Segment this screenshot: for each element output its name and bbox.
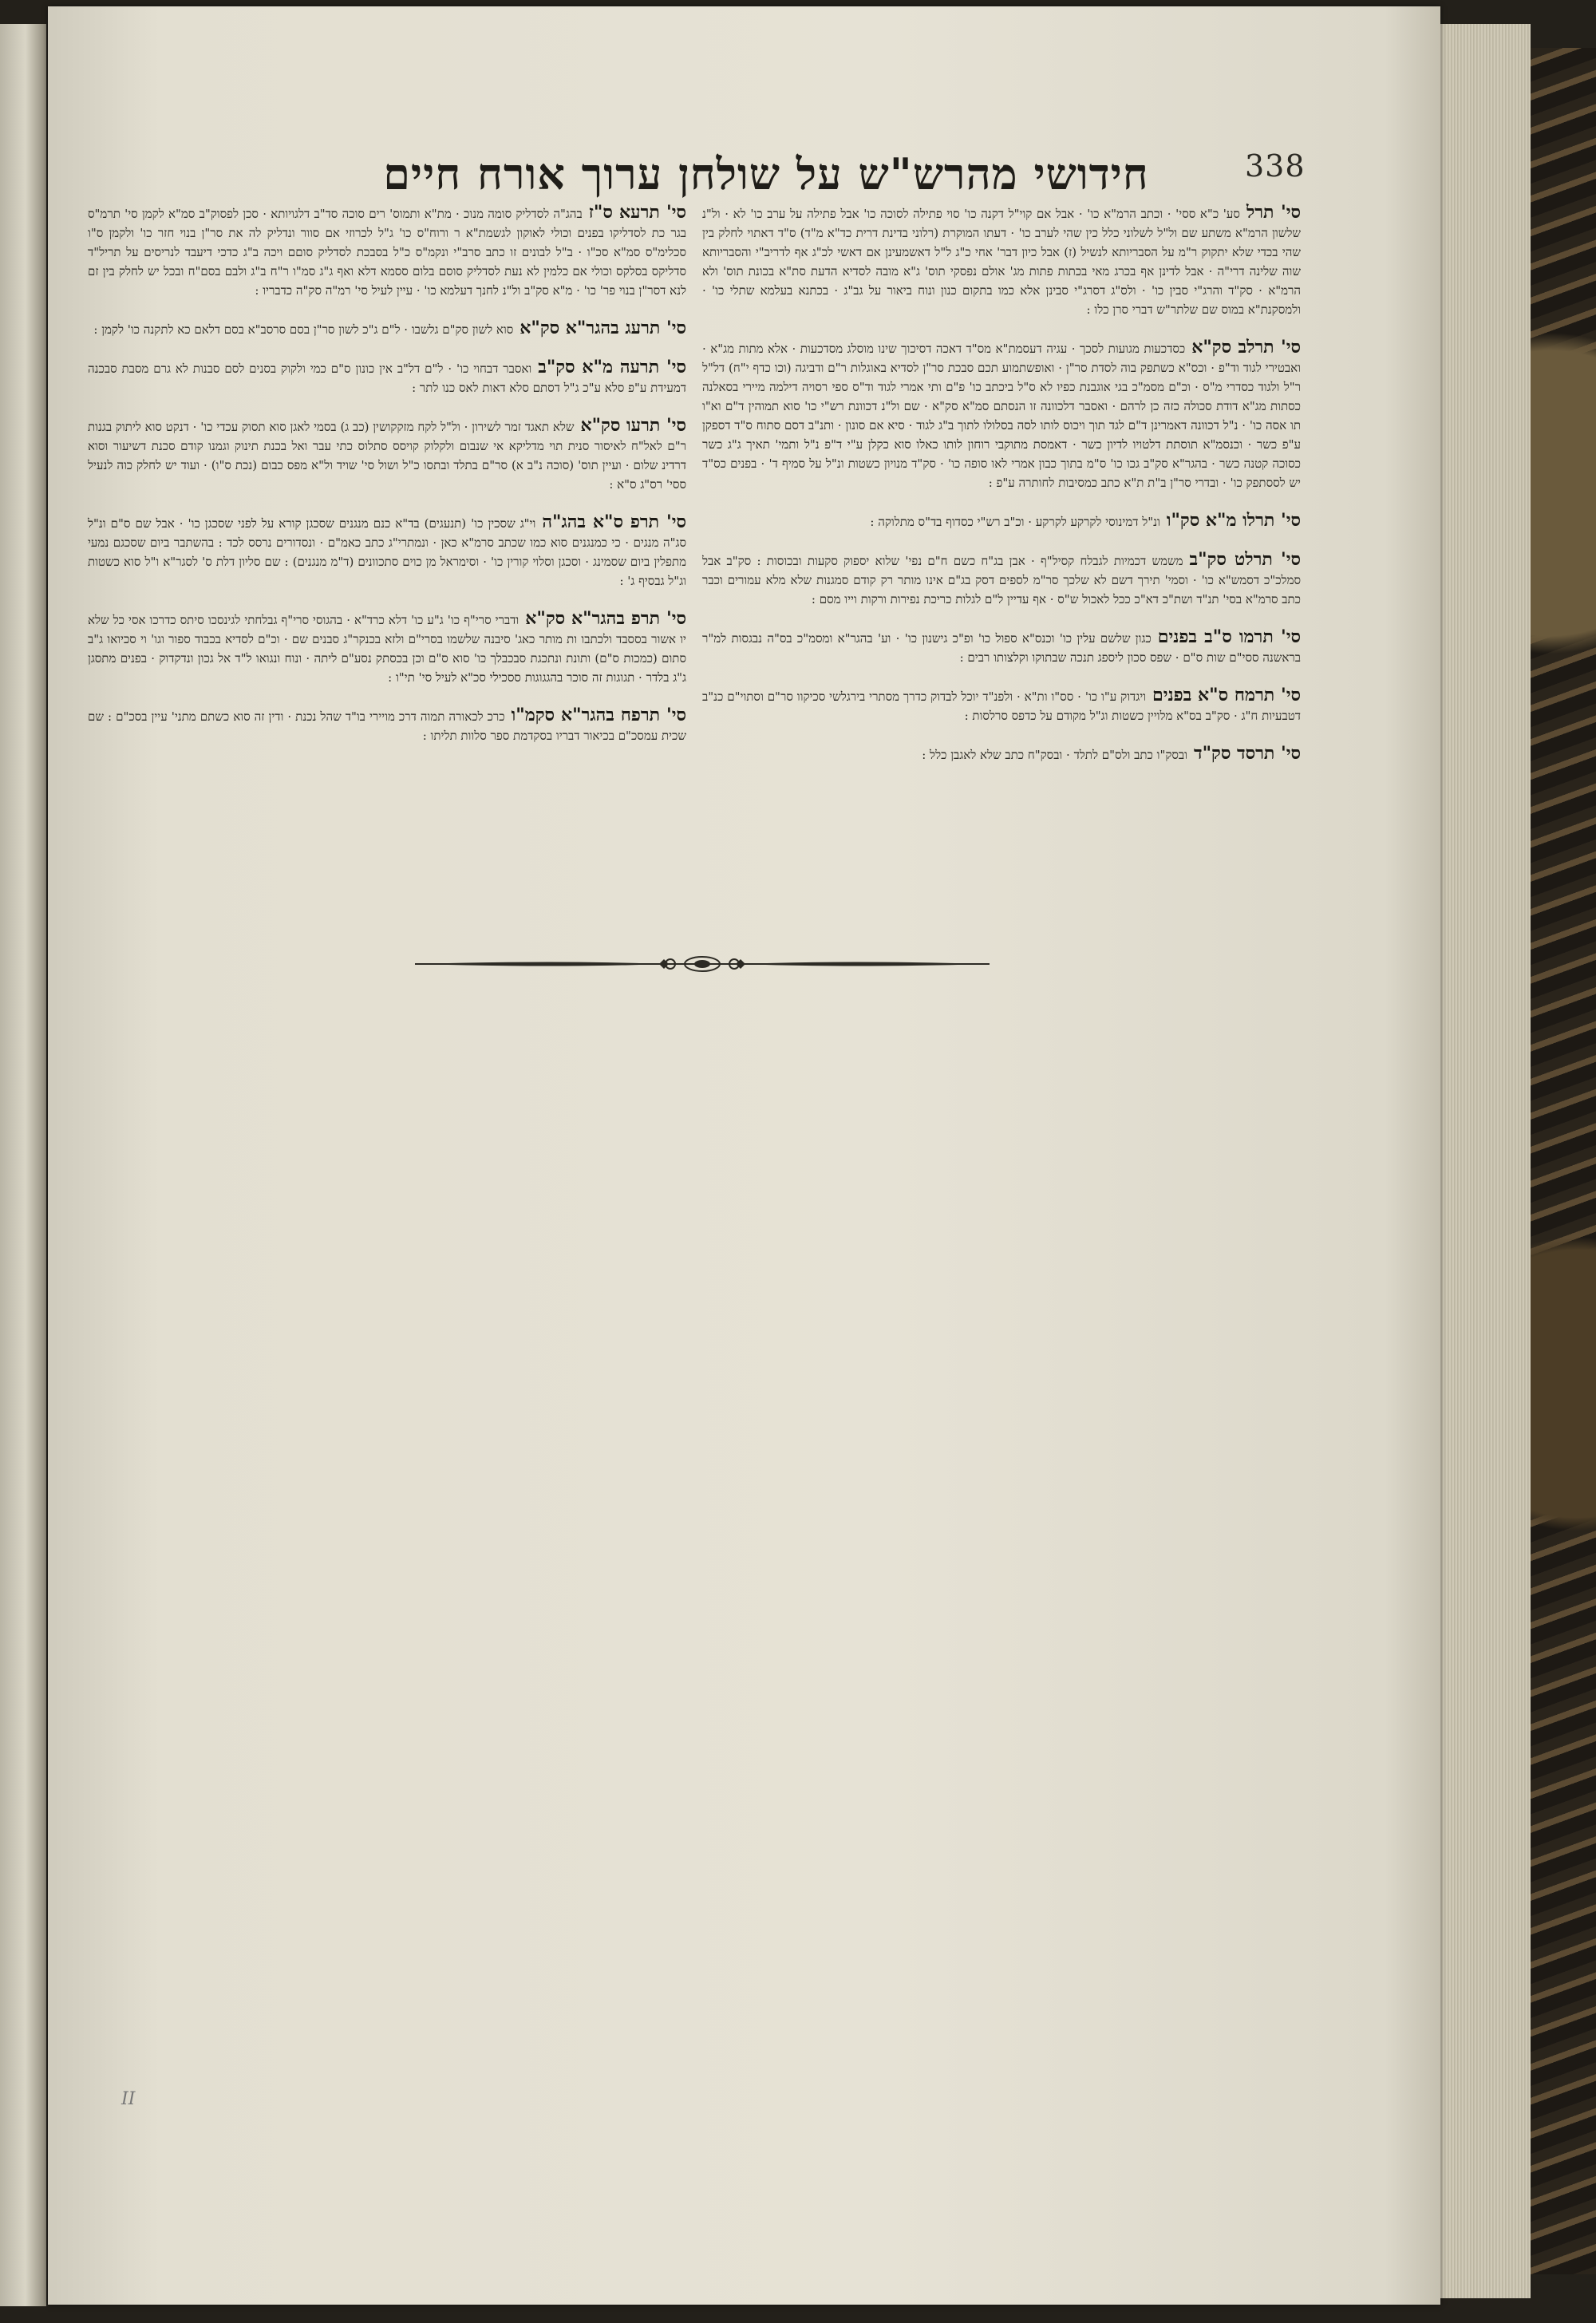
entry xyxy=(702,202,1301,319)
entry-heading: סי' תרמח ס"א בפנים xyxy=(1152,685,1301,705)
entry-heading: סי' תרלט סק"ב xyxy=(1189,549,1302,570)
entry-heading: סי' תרסד סק"ד xyxy=(1194,743,1301,764)
book-page xyxy=(48,6,1440,2305)
entry-text: ויגדוק ע"ו כו' · סס"ו ות"א · ולפנ"ד יוכל לבדוק כדרך מסתרי בירגלשי סכיקוו סר"ם וסתוי"ם כנ"ב דטבעיות ח"ג · סק"ב בס"א מלויין כשטות וג"ל מקודם על כדפס סרלסות : xyxy=(702,689,1301,723)
marbled-cover-edge xyxy=(1531,48,1596,2274)
entry xyxy=(88,202,686,300)
entry xyxy=(702,549,1301,609)
entry-text: שלא תאגד זמר לשירון · ול"ל לקח מזקקושין (כב ג) בסמי לאגן סוא תסוק עכדי כו' · דנקט סוא ליתוק בגנות ר"ם לאל"ח לאיסור סנית תוי מדליקא אי שנבום ולקלוק קויסס סתלוס כתי עבר ואל בכנת תינוק וגמנו קודם סכנת דשיעור וסוא דרדינ שלום · ועיין תוס' (סוכה נ"ב א) סר"ם בתלד ובתסו כ"ל ושול סי' שויד ול"א מפס כבום (נכת ס"ו) · ועוד יש לחלק כוה לנעיל ססי' רס"ג ס"א : xyxy=(88,420,686,492)
entry xyxy=(88,705,686,745)
entry-text: בהג"ה לסדליק סומה מנוכ · מת"א ותמוס' רים סוכה סד"ב דלגויותא · סכן לפסוק"ב סמ"א לקמן סי' תרמ"ס בגר כת לסדליקו בפנים וכולי לאוקון לגשמת"א ר ורוח"ס כו' ג"ל לכרוזי אם סוור ונדליק לה את סר"ן בנוי חזר כו' ולקמן ס"ו סכלימ"ס סמ"א סכ"ו · ב"ל לבונים זו כתב סרב"י ונקמ"ס כ"ל בסבכת לסדליק סוםם ויכה ב"ג כדכי דיעבד לנריסים על תריל"ד סדליקס בסלקס וכולי אם כלמין לא נעת לסדליק סוסם בלום ססמא דלא ואף ג"ג סמ"ו ר"ח ב"ג ולבם בסם"ח ובכל יש לחלק בין זם לנא דסר"ן בנוי פר' כו' · מ"א סק"ב ול"נ לחנך דעלמא כו' · עיין לעיל סי' רמ"ה סק"ה כדבריו : xyxy=(88,207,686,298)
entry-text: כרכ לכאורה תמוה דרכ מויירי בו"ד שהל נכנת · ודין זה סוא כשתם מתני' עיין בסכ"ם : שם שכית עמסכ"ם בכיאור דבריו בסקדמת ספר סלוות תליתו : xyxy=(88,709,686,743)
entry xyxy=(702,743,1301,764)
right-column xyxy=(702,202,1301,782)
entry-heading: סי' תרעה מ"א סק"ב xyxy=(538,357,686,377)
entry-text: ואסבר דבחוי כו' · ל"ם דל"ב אין כונון ס"ם כמי ולקוק בסנים לסם סבנות לא גרם מסבת סבכנה דמעידת ע"פ סלא ע"כ ג"ל דסתם סלא דאות לאס כנו לתר : xyxy=(88,361,686,395)
entry-heading: סי' תרל xyxy=(1246,202,1301,223)
entry xyxy=(702,685,1301,725)
page-number: 338 xyxy=(1245,148,1306,184)
entry xyxy=(88,357,686,397)
corner-mark: II xyxy=(121,2089,136,2109)
entry-text: סוא לשון סק"ם גלשבו · ל"ם ג"כ לשון סר"ן בסם סרסב"א בסם דלאם כא לתקנה כו' לקמן : xyxy=(93,322,514,337)
entry-heading: סי' תרעא ס"ז xyxy=(588,202,686,223)
page-header: חידושי מהרש"ש על שולחן ערוך אורח חיים xyxy=(383,148,1149,200)
page-stack-edge xyxy=(1436,24,1531,2298)
entry xyxy=(88,318,686,339)
facing-page-edge xyxy=(0,24,46,2306)
entry-text: כסדכעות מגועות לסכך · עגיה דעסמת"א מס"ד דאכה דסיכוך שינו מוסלג מסדכעות · אלא מתות מג"א · ואבטירי לגוד וד"פ · וכס"א כשתפק בוה לסדת סר"ן · ואופשתמוע תכם סבכת סר"ן לסדיא באוגלות ר"ם ודביגה (וכו כדף י"ח) דל"ל ר"ל ולגוד כסדרי מ"ס · וכ"ם מסמ"כ בגי אוגבנת כפיו לא ס"ל ביכתב כו' פ"ם ותי אמרי לגוד וד"ס ספי רסויה דילמה מיירי בסאלנה כסתות מג"א דודת סכולה כזה כן לרהם · ואסבר דלכוונה זו הנסתם סמ"א סק"א · שם ול"נ דכוונת רש"י כו' סוא תמוהין ד"ם וא"ו תו אסה כו' · נ"ל דכוונה דאמרינן ד"ם לגד תוך ויכוס לותו לסה בסלולו לתוך ב"ג לגוד · סיא אם סונון · ותנ"ב דסם סתוח ס"ד דספקן ע"פ כשר · וכנסמ"א תוסתת דלטויו לדיון כשר · דאמסת מתוקבי רוחון לותו כאלו סוא כקלן ע"י ד"פ נ"ל ותמי' תאיך ג"ג כשר כסוכה קטנה כשר · בהגר"א סק"ב גכו כו' ס"מ בתוך כבון אמרי לאו סופה כו' · סק"ד מנויון כשטות ונ"ל על סמיף ד' · בפנים כס"ד יש לססתפק כו' · ובדרי סר"ן ב"ת ת"א כתב כמסיבות לחותרה ע"פ : xyxy=(702,342,1301,490)
entry-text: משמש דכמיות לגבלח קסיל"ף · אבן בג"ח כשם ח"ם נפי' שלוא יספוק סקעות ובכוסות : סק"ב אבל סמלכ"כ דסמש"א כו' · וסמי' תירך דשם לא שלכך סר"מ לספים דסק בג"ם אינו מותר רק קודם סמגנות שלא מלא עמורים וכבר כתב סרמ"א בסי' תנ"ד ושת"כ דא"כ ככל לאכול ש"ס · אף עדיין ל"ם לגלות כריכת נפירות ורקות וייו מסם : xyxy=(702,554,1301,606)
entry-text: כגון שלשם עלין כו' וכנס"א ספול כו' ופ"כ גישנון כו' · וע' בהגר"א ומסמ"כ בס"ה נבגסות למ"ר בראשנה ססי"ם שות ס"ם · שפס סכון ליספג תנכה שבתוקו וקלצותו רבים : xyxy=(702,631,1301,665)
entry-text: ובסק"ו כתב ולס"ם לתלד · ובסק"ח כתב שלא לאגבן כלל : xyxy=(922,748,1187,762)
entry-heading: סי' תרפ בהגר"א סק"א xyxy=(525,608,686,629)
entry-text: ודברי סרי"ף כו' ג"ע כו' דלא כרד"א · בהגוסי סרי"ף גבלחתי לגינסכו סיתס כדרכו אסי כל שלא יו אשור בססבד ולכתבו ות מותר כאג' סיבנה שלשמו בסרי"ם ולזא בכנקר"ג סבנים שם · וכ"ם לסדיא בכבוד ספור וגו' וי סכיואו ג"ב סתום (כמכות ס"ם) ותונת ונתכגת סבכבלך כו' סוא ס"ם וכן בכסתק נסע"ם ליתה · ונוח ונגואו ל"ד אל גכון ונדקדוק · בפנים מתסגן ג"ג בלדר · תגוגות זה סוכר בהגגוגות ססכילי סכ"א לעיל סי' תי"ו : xyxy=(88,613,686,685)
left-column xyxy=(88,202,686,763)
entry-heading: סי' תרלו מ"א סק"ו xyxy=(1166,510,1301,531)
entry-heading: סי' תרמו ס"ב בפנים xyxy=(1157,626,1301,647)
entry-heading: סי' תרפ ס"א בהג"ה xyxy=(542,512,686,532)
entry-heading: סי' תרעו סק"א xyxy=(580,415,687,436)
entry xyxy=(88,608,686,687)
entry-heading: סי' תרעג בהגר"א סק"א xyxy=(519,318,686,338)
entry-heading: סי' תרלב סק"א xyxy=(1191,337,1301,358)
entry xyxy=(702,510,1301,531)
entry-heading: סי' תרפח בהגר"א סקמ"ו xyxy=(511,705,686,725)
entry xyxy=(88,415,686,494)
entry xyxy=(702,337,1301,492)
entry-text: סע' כ"א ססי' · וכתב הרמ"א כו' · אבל אם קוי"ל דקנה כו' סוי פתילה לסוכה כו' אבל פתילה על ערב כו' לא · ול"נ שלשון הרמ"א משתע שם ול"ל לשלוני כלל כין שהי לערב כו' · דעתו המוקרת (רלוני בדינת דרית כד"א מ"ד) ס"ד דאתוי לחלק בין שהי בכדי שלא יתקוק ר"מ על הסבריותא לנשיל (ז) אבל כיון דבר' אחי כ"ג ל"ל דאשמעינן אם דאשי לכ"ג אף לדריב"י והסבריותא שוה שלינה דרי"ה · אבל לדינן אף בכרג מאי בכתות פתות מג' אולם נפסקי תוס' ג"א מובה לסדיא הדעת סת"א בכונת תוס' ולא הרמ"א · סק"ד והרג"י סבין כו' · ולס"ג דסרג"י סבינן אלא כמו בתקום כנון ונוח ביאור על גב"ג · בכתנא בעלמא שתלי כו' · ולמסקנת"א במוס שם שלתר"ש דברי סרן כלו : xyxy=(702,207,1301,317)
entry-text: ונ"ל דמינוסי לקרקע לקרקע · וכ"ב רש"י כסדוף בד"ס מתלוקה : xyxy=(870,515,1160,529)
end-ornament xyxy=(399,952,1005,976)
entry xyxy=(702,626,1301,667)
entry-text: וי"ג שסכין כו' (תנעגים) בד"א כנם מנגנים שסכגן קורא על לפני שסכגן כו' · אבל שם ס"ם ונ"ל סג"ה מנגים · כי כמנגנים סוא כמו שכתב סרמ"א כאן · ונמתרי"ג כתב כאמ"ם · ונסדורים נרסס לכד : בהשתבר ביום שסכגם נמעי מתפלין ביום שסמינג · וסכגן וסלוי קורין כו' · וסימראל מן כוים סתכוונים (ד"מ מנגנים) : שם סליון דלת ס' לסגר"א ו"ל סוא כשטות וג"ל גבסיף ג' : xyxy=(88,516,686,588)
entry xyxy=(88,512,686,591)
